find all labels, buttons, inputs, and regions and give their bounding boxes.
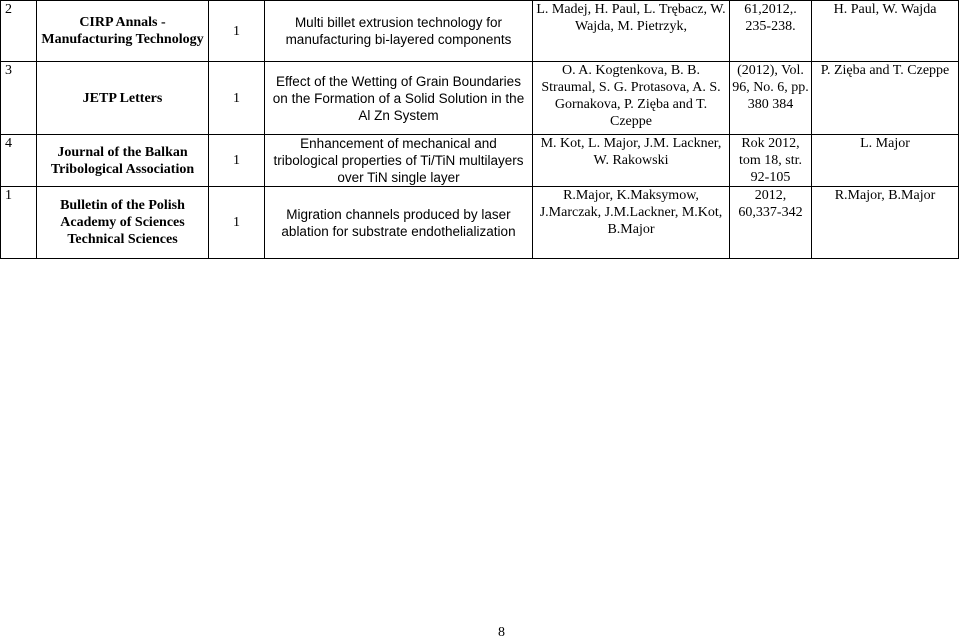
journal-name: CIRP Annals - Manufacturing Technology [37,1,209,62]
journal-name: Journal of the Balkan Tribological Association [37,135,209,187]
table-row [1,1,959,62]
table-row [1,135,959,187]
article-count: 1 [209,62,265,135]
article-authors: L. Madej, H. Paul, L. Trębacz, W. Wajda, M. Pietrzyk, [533,1,730,62]
article-title: Enhancement of mechanical and tribological properties of Ti/TiN multilayers over TiN single layer [265,135,533,187]
journal-name: Bulletin of the Polish Academy of Sciences Technical Sciences [37,187,209,259]
article-source: 2012, 60,337-342 [730,187,812,259]
row-number: 4 [1,135,37,187]
institute-coauthors: P. Zięba and T. Czeppe [812,62,959,135]
article-title: Migration channels produced by laser ablation for substrate endothelialization [265,187,533,259]
article-count: 1 [209,1,265,62]
table-row [1,187,959,259]
article-source: (2012), Vol. 96, No. 6, pp. 380 384 [730,62,812,135]
article-authors: O. A. Kogtenkova, B. B. Straumal, S. G. Protasova, A. S. Gornakova, P. Zięba and T. Czeppe [533,62,730,135]
article-title: Effect of the Wetting of Grain Boundaries on the Formation of a Solid Solution in the Al Zn System [265,62,533,135]
article-source: Rok 2012, tom 18, str. 92-105 [730,135,812,187]
journal-name: JETP Letters [37,62,209,135]
article-source: 61,2012,. 235-238. [730,1,812,62]
institute-coauthors: H. Paul, W. Wajda [812,1,959,62]
page-number: 8 [498,625,505,640]
article-count: 1 [209,135,265,187]
institute-coauthors: R.Major, B.Major [812,187,959,259]
row-number: 3 [1,62,37,135]
table-row [1,62,959,135]
row-number: 1 [1,187,37,259]
publications-table [0,0,959,259]
article-authors: M. Kot, L. Major, J.M. Lackner, W. Rakowski [533,135,730,187]
article-title: Multi billet extrusion technology for manufacturing bi-layered components [265,1,533,62]
institute-coauthors: L. Major [812,135,959,187]
row-number: 2 [1,1,37,62]
article-authors: R.Major, K.Maksymow, J.Marczak, J.M.Lackner, M.Kot, B.Major [533,187,730,259]
article-count: 1 [209,187,265,259]
